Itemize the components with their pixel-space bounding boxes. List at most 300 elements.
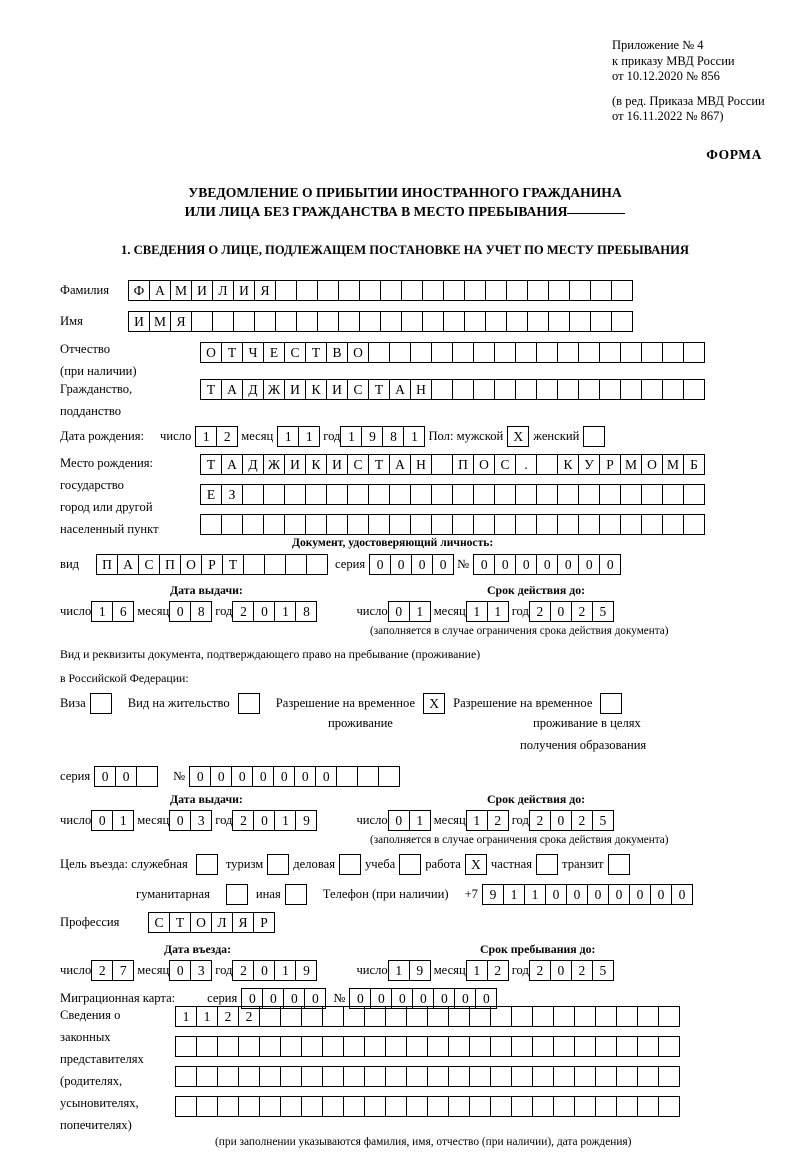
- cell[interactable]: [532, 1066, 554, 1087]
- cell[interactable]: 1: [503, 884, 525, 905]
- cell[interactable]: 0: [454, 988, 476, 1009]
- cell[interactable]: 0: [545, 884, 567, 905]
- cell[interactable]: [427, 1096, 449, 1117]
- cell[interactable]: 9: [409, 960, 431, 981]
- cell[interactable]: 0: [388, 601, 410, 622]
- stay-month-input[interactable]: [466, 960, 508, 981]
- cell[interactable]: 3: [190, 960, 212, 981]
- cell[interactable]: [464, 280, 486, 301]
- cell[interactable]: Ж: [263, 454, 285, 475]
- cell[interactable]: А: [149, 280, 171, 301]
- stay-year-input[interactable]: [529, 960, 613, 981]
- cell[interactable]: 0: [115, 766, 137, 787]
- permit-valid-day-input[interactable]: [388, 810, 430, 831]
- cell[interactable]: [280, 1006, 302, 1027]
- cell[interactable]: 0: [283, 988, 305, 1009]
- cell[interactable]: [574, 1066, 596, 1087]
- cell[interactable]: [641, 514, 663, 535]
- cell[interactable]: [217, 1036, 239, 1057]
- cell[interactable]: [443, 311, 465, 332]
- cell[interactable]: 0: [550, 960, 572, 981]
- cell[interactable]: 5: [592, 601, 614, 622]
- cell[interactable]: [389, 484, 411, 505]
- cell[interactable]: [378, 766, 400, 787]
- cell[interactable]: [662, 484, 684, 505]
- cell[interactable]: [406, 1066, 428, 1087]
- cell[interactable]: [401, 311, 423, 332]
- cell[interactable]: [494, 342, 516, 363]
- cell[interactable]: [641, 342, 663, 363]
- cell[interactable]: 0: [557, 554, 579, 575]
- permit-issue-day-input[interactable]: [91, 810, 133, 831]
- cell[interactable]: О: [641, 454, 663, 475]
- cell[interactable]: 0: [210, 766, 232, 787]
- cell[interactable]: 0: [262, 988, 284, 1009]
- cell[interactable]: [658, 1006, 680, 1027]
- cell[interactable]: [532, 1096, 554, 1117]
- cell[interactable]: С: [494, 454, 516, 475]
- cell[interactable]: К: [305, 379, 327, 400]
- cell[interactable]: 0: [91, 810, 113, 831]
- cell[interactable]: [338, 280, 360, 301]
- cell[interactable]: Т: [200, 454, 222, 475]
- cell[interactable]: [254, 311, 276, 332]
- cell[interactable]: [641, 484, 663, 505]
- cell[interactable]: 1: [524, 884, 546, 905]
- cell[interactable]: 2: [571, 601, 593, 622]
- issue-year-input[interactable]: [232, 601, 316, 622]
- permit-number-input[interactable]: [189, 766, 399, 787]
- cell[interactable]: 2: [571, 960, 593, 981]
- purpose-other-checkbox[interactable]: [285, 884, 307, 905]
- cell[interactable]: Т: [305, 342, 327, 363]
- cell[interactable]: 1: [298, 426, 320, 447]
- residence-permit-checkbox[interactable]: [238, 693, 260, 714]
- cell[interactable]: 0: [432, 554, 454, 575]
- cell[interactable]: 2: [216, 426, 238, 447]
- cell[interactable]: Т: [169, 912, 191, 933]
- cell[interactable]: 0: [536, 554, 558, 575]
- entry-month-input[interactable]: [169, 960, 211, 981]
- cell[interactable]: 0: [587, 884, 609, 905]
- purpose-business-checkbox[interactable]: [339, 854, 361, 875]
- cell[interactable]: [242, 514, 264, 535]
- cell[interactable]: [590, 280, 612, 301]
- cell[interactable]: Д: [242, 454, 264, 475]
- cell[interactable]: [422, 280, 444, 301]
- cell[interactable]: [595, 1096, 617, 1117]
- cell[interactable]: [590, 311, 612, 332]
- cell[interactable]: Ч: [242, 342, 264, 363]
- cell[interactable]: Ф: [128, 280, 150, 301]
- cell[interactable]: 6: [112, 601, 134, 622]
- cell[interactable]: 8: [382, 426, 404, 447]
- cell[interactable]: У: [578, 454, 600, 475]
- iddoc-number-input[interactable]: [473, 554, 620, 575]
- cell[interactable]: 2: [91, 960, 113, 981]
- cell[interactable]: [368, 514, 390, 535]
- purpose-tourism-checkbox[interactable]: [267, 854, 289, 875]
- cell[interactable]: 0: [390, 554, 412, 575]
- birthplace-input-line1[interactable]: [200, 454, 704, 475]
- cell[interactable]: 1: [274, 960, 296, 981]
- cell[interactable]: [616, 1006, 638, 1027]
- cell[interactable]: [243, 554, 265, 575]
- cell[interactable]: 2: [487, 810, 509, 831]
- cell[interactable]: [452, 379, 474, 400]
- cell[interactable]: Д: [242, 379, 264, 400]
- cell[interactable]: [233, 311, 255, 332]
- cell[interactable]: [548, 311, 570, 332]
- cell[interactable]: [469, 1036, 491, 1057]
- cell[interactable]: [469, 1006, 491, 1027]
- cell[interactable]: [599, 379, 621, 400]
- cell[interactable]: [336, 766, 358, 787]
- cell[interactable]: О: [200, 342, 222, 363]
- cell[interactable]: 0: [189, 766, 211, 787]
- cell[interactable]: 0: [391, 988, 413, 1009]
- cell[interactable]: Ж: [263, 379, 285, 400]
- cell[interactable]: [452, 484, 474, 505]
- cell[interactable]: [599, 514, 621, 535]
- cell[interactable]: [431, 379, 453, 400]
- cell[interactable]: Т: [200, 379, 222, 400]
- purpose-private-checkbox[interactable]: [536, 854, 558, 875]
- cell[interactable]: [259, 1036, 281, 1057]
- permit-issue-year-input[interactable]: [232, 810, 316, 831]
- cell[interactable]: [578, 342, 600, 363]
- name-input[interactable]: [128, 311, 632, 332]
- cell[interactable]: [364, 1006, 386, 1027]
- cell[interactable]: 0: [241, 988, 263, 1009]
- cell[interactable]: З: [221, 484, 243, 505]
- cell[interactable]: [536, 379, 558, 400]
- cell[interactable]: [322, 1066, 344, 1087]
- cell[interactable]: [469, 1066, 491, 1087]
- cell[interactable]: [301, 1036, 323, 1057]
- cell[interactable]: [611, 311, 633, 332]
- cell[interactable]: [284, 514, 306, 535]
- cell[interactable]: [389, 514, 411, 535]
- cell[interactable]: 0: [169, 960, 191, 981]
- cell[interactable]: [532, 1006, 554, 1027]
- cell[interactable]: [490, 1006, 512, 1027]
- cell[interactable]: [364, 1096, 386, 1117]
- entry-year-input[interactable]: [232, 960, 316, 981]
- cell[interactable]: 0: [369, 554, 391, 575]
- cell[interactable]: [515, 514, 537, 535]
- cell[interactable]: [683, 514, 705, 535]
- cell[interactable]: 3: [190, 810, 212, 831]
- cell[interactable]: [431, 484, 453, 505]
- cell[interactable]: [536, 514, 558, 535]
- cell[interactable]: [527, 311, 549, 332]
- cell[interactable]: Л: [211, 912, 233, 933]
- cell[interactable]: [553, 1066, 575, 1087]
- cell[interactable]: [305, 514, 327, 535]
- cell[interactable]: 0: [494, 554, 516, 575]
- cell[interactable]: [259, 1096, 281, 1117]
- entry-day-input[interactable]: [91, 960, 133, 981]
- cell[interactable]: [511, 1006, 533, 1027]
- cell[interactable]: 0: [252, 766, 274, 787]
- cell[interactable]: К: [305, 454, 327, 475]
- cell[interactable]: Р: [599, 454, 621, 475]
- cell[interactable]: [427, 1066, 449, 1087]
- cell[interactable]: [683, 342, 705, 363]
- cell[interactable]: [217, 1066, 239, 1087]
- birthplace-input-line3[interactable]: [200, 514, 704, 535]
- cell[interactable]: [385, 1096, 407, 1117]
- cell[interactable]: 0: [370, 988, 392, 1009]
- cell[interactable]: [200, 514, 222, 535]
- cell[interactable]: [599, 342, 621, 363]
- cell[interactable]: [595, 1006, 617, 1027]
- cell[interactable]: [406, 1006, 428, 1027]
- cell[interactable]: 1: [175, 1006, 197, 1027]
- cell[interactable]: И: [284, 454, 306, 475]
- cell[interactable]: [574, 1096, 596, 1117]
- cell[interactable]: [662, 514, 684, 535]
- purpose-service-checkbox[interactable]: [196, 854, 218, 875]
- cell[interactable]: [532, 1036, 554, 1057]
- cell[interactable]: [548, 280, 570, 301]
- cell[interactable]: [557, 514, 579, 535]
- cell[interactable]: Б: [683, 454, 705, 475]
- cell[interactable]: 1: [196, 1006, 218, 1027]
- cell[interactable]: И: [326, 379, 348, 400]
- cell[interactable]: 1: [466, 960, 488, 981]
- cell[interactable]: [662, 379, 684, 400]
- cell[interactable]: М: [149, 311, 171, 332]
- cell[interactable]: [406, 1036, 428, 1057]
- cell[interactable]: 1: [112, 810, 134, 831]
- cell[interactable]: [473, 484, 495, 505]
- cell[interactable]: П: [452, 454, 474, 475]
- cell[interactable]: [452, 514, 474, 535]
- cell[interactable]: П: [96, 554, 118, 575]
- cell[interactable]: [191, 311, 213, 332]
- cell[interactable]: С: [347, 379, 369, 400]
- cell[interactable]: [427, 1036, 449, 1057]
- cell[interactable]: Н: [410, 379, 432, 400]
- cell[interactable]: [620, 514, 642, 535]
- cell[interactable]: О: [473, 454, 495, 475]
- cell[interactable]: К: [557, 454, 579, 475]
- cell[interactable]: [357, 766, 379, 787]
- cell[interactable]: 1: [195, 426, 217, 447]
- cell[interactable]: [322, 1036, 344, 1057]
- cell[interactable]: М: [662, 454, 684, 475]
- cell[interactable]: [380, 280, 402, 301]
- issue-day-input[interactable]: [91, 601, 133, 622]
- cell[interactable]: [683, 379, 705, 400]
- stay-day-input[interactable]: [388, 960, 430, 981]
- cell[interactable]: [494, 379, 516, 400]
- cell[interactable]: [511, 1036, 533, 1057]
- cell[interactable]: [242, 484, 264, 505]
- cell[interactable]: 0: [671, 884, 693, 905]
- cell[interactable]: 2: [529, 960, 551, 981]
- cell[interactable]: [406, 1096, 428, 1117]
- cell[interactable]: 1: [277, 426, 299, 447]
- profession-input[interactable]: [148, 912, 274, 933]
- cell[interactable]: 2: [487, 960, 509, 981]
- permit-series-input[interactable]: [94, 766, 157, 787]
- cell[interactable]: [343, 1006, 365, 1027]
- cell[interactable]: [285, 554, 307, 575]
- cell[interactable]: [431, 514, 453, 535]
- cell[interactable]: [317, 280, 339, 301]
- cell[interactable]: [637, 1036, 659, 1057]
- cell[interactable]: А: [221, 379, 243, 400]
- cell[interactable]: [473, 514, 495, 535]
- cell[interactable]: [683, 484, 705, 505]
- cell[interactable]: [553, 1006, 575, 1027]
- cell[interactable]: [536, 454, 558, 475]
- cell[interactable]: [368, 342, 390, 363]
- cell[interactable]: И: [191, 280, 213, 301]
- cell[interactable]: [364, 1036, 386, 1057]
- cell[interactable]: [448, 1006, 470, 1027]
- cell[interactable]: А: [389, 379, 411, 400]
- cell[interactable]: [280, 1066, 302, 1087]
- cell[interactable]: [515, 379, 537, 400]
- cell[interactable]: Т: [368, 379, 390, 400]
- cell[interactable]: [595, 1066, 617, 1087]
- cell[interactable]: Е: [200, 484, 222, 505]
- cell[interactable]: 0: [608, 884, 630, 905]
- cell[interactable]: 9: [482, 884, 504, 905]
- cell[interactable]: [448, 1096, 470, 1117]
- cell[interactable]: Я: [254, 280, 276, 301]
- cell[interactable]: О: [180, 554, 202, 575]
- issue-month-input[interactable]: [169, 601, 211, 622]
- cell[interactable]: [574, 1006, 596, 1027]
- cell[interactable]: В: [326, 342, 348, 363]
- cell[interactable]: [469, 1096, 491, 1117]
- cell[interactable]: [410, 514, 432, 535]
- cell[interactable]: 2: [217, 1006, 239, 1027]
- cell[interactable]: [296, 311, 318, 332]
- cell[interactable]: 1: [274, 810, 296, 831]
- cell[interactable]: И: [284, 379, 306, 400]
- purpose-study-checkbox[interactable]: [399, 854, 421, 875]
- cell[interactable]: 9: [295, 810, 317, 831]
- cell[interactable]: Е: [263, 342, 285, 363]
- cell[interactable]: [485, 311, 507, 332]
- legal-input-line2[interactable]: [175, 1036, 679, 1057]
- cell[interactable]: 1: [466, 810, 488, 831]
- cell[interactable]: 2: [571, 810, 593, 831]
- cell[interactable]: [364, 1066, 386, 1087]
- cell[interactable]: 1: [409, 601, 431, 622]
- cell[interactable]: А: [389, 454, 411, 475]
- cell[interactable]: [221, 514, 243, 535]
- cell[interactable]: С: [148, 912, 170, 933]
- cell[interactable]: 1: [388, 960, 410, 981]
- cell[interactable]: [464, 311, 486, 332]
- valid-month-input[interactable]: [466, 601, 508, 622]
- cell[interactable]: О: [347, 342, 369, 363]
- cell[interactable]: [338, 311, 360, 332]
- cell[interactable]: [490, 1066, 512, 1087]
- valid-year-input[interactable]: [529, 601, 613, 622]
- cell[interactable]: [553, 1036, 575, 1057]
- cell[interactable]: [212, 311, 234, 332]
- cell[interactable]: [511, 1066, 533, 1087]
- birthplace-input-line2[interactable]: [200, 484, 704, 505]
- cell[interactable]: [620, 379, 642, 400]
- cell[interactable]: Я: [170, 311, 192, 332]
- cell[interactable]: [385, 1006, 407, 1027]
- cell[interactable]: 9: [361, 426, 383, 447]
- cell[interactable]: 2: [232, 601, 254, 622]
- cell[interactable]: [515, 342, 537, 363]
- citizenship-input[interactable]: [200, 379, 704, 400]
- cell[interactable]: 5: [592, 960, 614, 981]
- cell[interactable]: [301, 1006, 323, 1027]
- cell[interactable]: [494, 484, 516, 505]
- cell[interactable]: [306, 554, 328, 575]
- cell[interactable]: [473, 342, 495, 363]
- cell[interactable]: 2: [238, 1006, 260, 1027]
- cell[interactable]: 0: [412, 988, 434, 1009]
- cell[interactable]: [259, 1066, 281, 1087]
- cell[interactable]: 0: [629, 884, 651, 905]
- cell[interactable]: [557, 379, 579, 400]
- cell[interactable]: [494, 514, 516, 535]
- cell[interactable]: [196, 1066, 218, 1087]
- cell[interactable]: И: [128, 311, 150, 332]
- cell[interactable]: [448, 1066, 470, 1087]
- purpose-humanitarian-checkbox[interactable]: [226, 884, 248, 905]
- cell[interactable]: [263, 484, 285, 505]
- cell[interactable]: [473, 379, 495, 400]
- cell[interactable]: [136, 766, 158, 787]
- cell[interactable]: [401, 280, 423, 301]
- cell[interactable]: [431, 342, 453, 363]
- cell[interactable]: [506, 311, 528, 332]
- cell[interactable]: Н: [410, 454, 432, 475]
- cell[interactable]: 1: [466, 601, 488, 622]
- cell[interactable]: [347, 484, 369, 505]
- cell[interactable]: Т: [368, 454, 390, 475]
- cell[interactable]: [641, 379, 663, 400]
- cell[interactable]: [264, 554, 286, 575]
- cell[interactable]: 0: [304, 988, 326, 1009]
- cell[interactable]: 0: [169, 601, 191, 622]
- cell[interactable]: [578, 484, 600, 505]
- phone-input[interactable]: [482, 884, 692, 905]
- cell[interactable]: [599, 484, 621, 505]
- cell[interactable]: [175, 1096, 197, 1117]
- cell[interactable]: Л: [212, 280, 234, 301]
- cell[interactable]: Т: [221, 342, 243, 363]
- cell[interactable]: [175, 1036, 197, 1057]
- cell[interactable]: [175, 1066, 197, 1087]
- cell[interactable]: 0: [650, 884, 672, 905]
- cell[interactable]: [658, 1036, 680, 1057]
- cell[interactable]: С: [284, 342, 306, 363]
- cell[interactable]: [280, 1096, 302, 1117]
- temp-residence-checkbox[interactable]: Х: [423, 693, 445, 714]
- cell[interactable]: [368, 484, 390, 505]
- cell[interactable]: 1: [274, 601, 296, 622]
- cell[interactable]: [217, 1096, 239, 1117]
- cell[interactable]: [569, 311, 591, 332]
- cell[interactable]: 0: [515, 554, 537, 575]
